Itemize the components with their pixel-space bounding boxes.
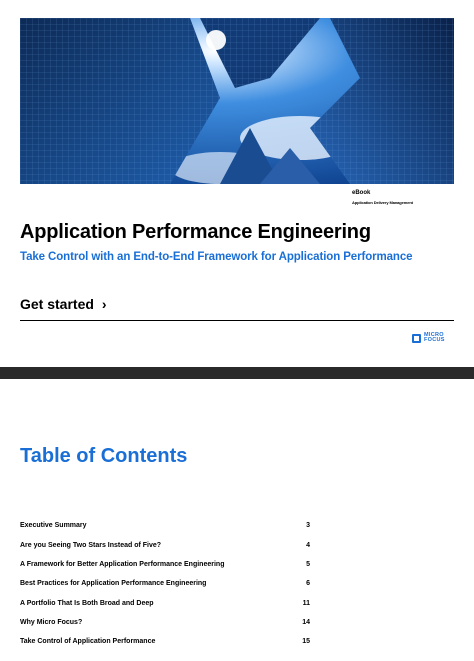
- toc-entry-label: Why Micro Focus?: [20, 618, 83, 626]
- toc-entry[interactable]: [20, 635, 310, 647]
- get-started-label: Get started: [20, 296, 94, 312]
- logo-text-line2: FOCUS: [424, 337, 445, 343]
- toc-entry[interactable]: [20, 597, 310, 609]
- toc-title: Table of Contents: [20, 445, 188, 467]
- toc-entry-page: 15: [302, 637, 310, 645]
- doc-type-label: eBook: [352, 190, 371, 196]
- divider: [20, 320, 454, 321]
- toc-entry-label: A Framework for Better Application Performance Engineering: [20, 560, 225, 568]
- toc-entry-label: Best Practices for Application Performance Engineering: [20, 579, 207, 587]
- page-separator: [0, 367, 474, 379]
- chevron-right-icon: ›: [101, 296, 107, 312]
- page-subtitle: Take Control with an End-to-End Framework for Application Performance: [20, 251, 413, 263]
- toc-entry[interactable]: [20, 558, 310, 570]
- doc-category-label: Application Delivery Management: [352, 200, 413, 205]
- get-started-link[interactable]: [20, 296, 107, 312]
- toc-entry-label: Are you Seeing Two Stars Instead of Five?: [20, 541, 162, 549]
- toc-entry-page: 4: [306, 541, 310, 549]
- toc-entry-label: Take Control of Application Performance: [20, 637, 156, 645]
- toc-entry[interactable]: [20, 577, 310, 589]
- toc-entry-label: A Portfolio That Is Both Broad and Deep: [20, 599, 154, 607]
- logo-text-line1: MICRO: [424, 332, 444, 338]
- toc-entry-label: Executive Summary: [20, 521, 87, 529]
- hero-image: [20, 18, 454, 184]
- logo-mark-icon: [412, 334, 421, 343]
- toc-entry-page: 14: [302, 618, 310, 626]
- page-title: Application Performance Engineering: [20, 221, 371, 243]
- toc-entry-page: 5: [306, 560, 310, 568]
- toc-entry-page: 3: [306, 521, 310, 529]
- toc-entry[interactable]: [20, 519, 310, 531]
- toc-entry[interactable]: [20, 616, 310, 628]
- toc-entry[interactable]: [20, 539, 310, 551]
- toc-entry-page: 11: [302, 599, 310, 607]
- toc-entry-page: 6: [306, 579, 310, 587]
- micro-focus-logo: [412, 333, 445, 343]
